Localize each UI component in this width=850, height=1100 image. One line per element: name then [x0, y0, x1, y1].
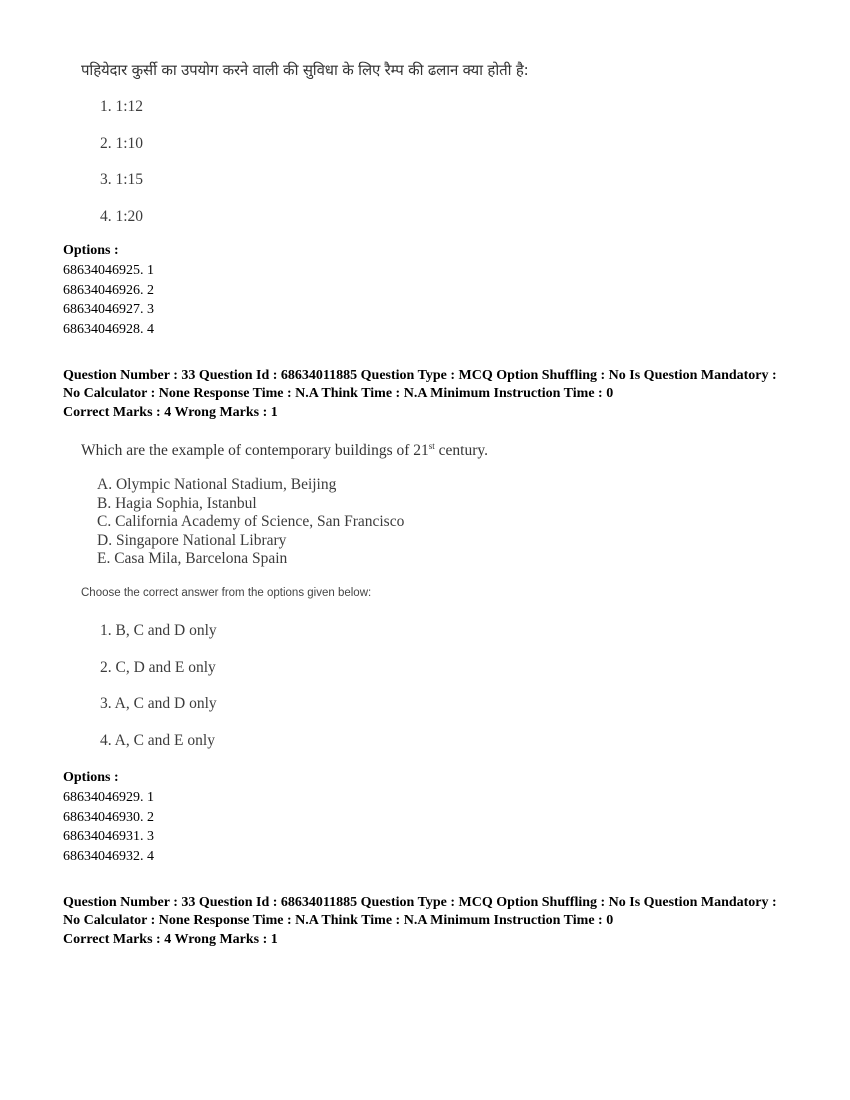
choice-3: 3. A, C and D only: [100, 695, 217, 712]
question-meta-33-repeat: [63, 894, 803, 949]
choice-4: 4. A, C and E only: [100, 732, 215, 749]
option-id-2: 68634046926. 2: [63, 283, 154, 298]
choice-2: 2. C, D and E only: [100, 659, 216, 676]
question-text-sup: st: [428, 441, 435, 451]
meta-line-1: Question Number : 33 Question Id : 68634011885 Question Type : MCQ Option Shuffling : No Is Question Mandatory :: [63, 895, 777, 910]
question-text-main: Which are the example of contemporary buildings of 21: [81, 442, 429, 459]
meta-line-3: Correct Marks : 4 Wrong Marks : 1: [63, 405, 278, 420]
meta-line-3: Correct Marks : 4 Wrong Marks : 1: [63, 932, 278, 947]
option-id-4: 68634046928. 4: [63, 322, 154, 337]
meta-line-1: Question Number : 33 Question Id : 68634011885 Question Type : MCQ Option Shuffling : No Is Question Mandatory :: [63, 368, 777, 383]
options-label: Options :: [63, 243, 119, 258]
option-id-3: 68634046927. 3: [63, 302, 154, 317]
meta-line-2: No Calculator : None Response Time : N.A Think Time : N.A Minimum Instruction Time : 0: [63, 912, 614, 928]
question-text-end: century.: [434, 442, 489, 459]
statement-d: D. Singapore National Library: [97, 532, 287, 549]
statement-c: C. California Academy of Science, San Francisco: [97, 513, 405, 530]
statement-e: E. Casa Mila, Barcelona Spain: [97, 550, 288, 567]
question-meta-33: [63, 367, 803, 422]
question-text-hindi: पहियेदार कुर्सी का उपयोग करने वाली की सुविधा के लिए रैम्प की ढलान क्या होती है:: [81, 61, 529, 79]
question-text-english: [81, 441, 488, 460]
option-id-1: 68634046925. 1: [63, 263, 154, 278]
choice-4: 4. 1:20: [100, 208, 144, 225]
option-id-1: 68634046929. 1: [63, 790, 154, 805]
instruction-text: Choose the correct answer from the options given below:: [81, 587, 372, 599]
choice-1: 1. 1:12: [100, 98, 144, 115]
meta-line-2: No Calculator : None Response Time : N.A Think Time : N.A Minimum Instruction Time : 0: [63, 385, 614, 401]
option-id-3: 68634046931. 3: [63, 829, 154, 844]
option-id-2: 68634046930. 2: [63, 810, 154, 825]
statement-a: A. Olympic National Stadium, Beijing: [97, 476, 337, 493]
choice-3: 3. 1:15: [100, 171, 144, 188]
choice-2: 2. 1:10: [100, 135, 144, 152]
option-id-4: 68634046932. 4: [63, 849, 154, 864]
statement-b: B. Hagia Sophia, Istanbul: [97, 495, 257, 512]
choice-1: 1. B, C and D only: [100, 622, 217, 639]
options-label: Options :: [63, 770, 119, 785]
